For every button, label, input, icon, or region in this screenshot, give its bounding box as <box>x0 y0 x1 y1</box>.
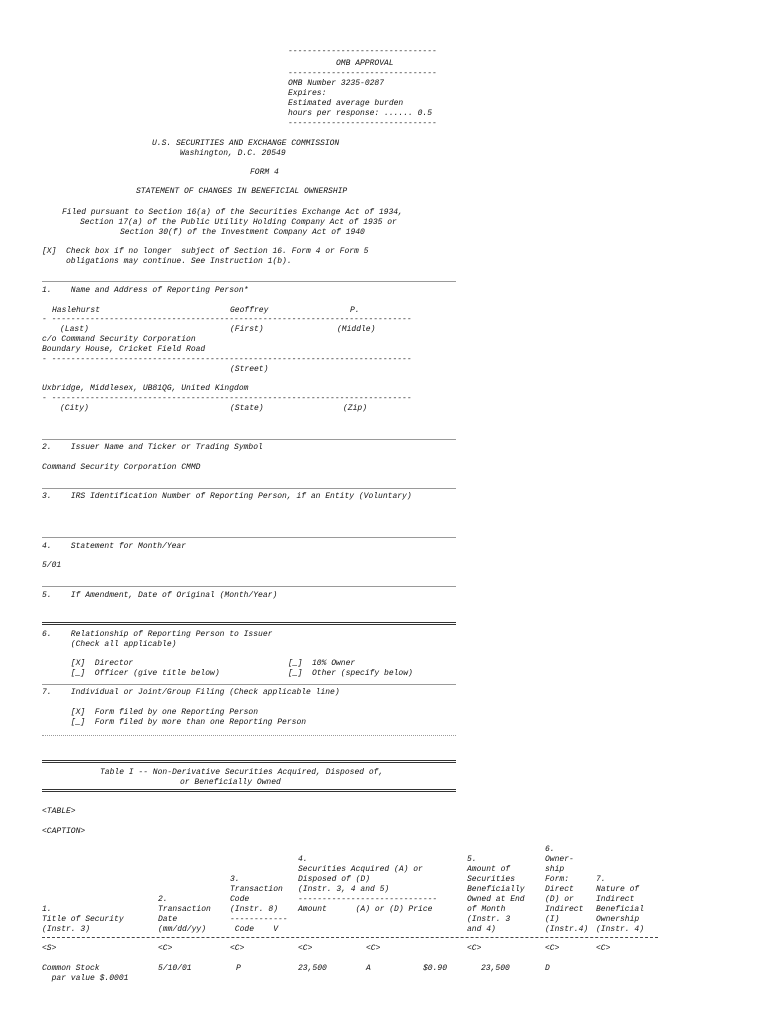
filed-pursuant-line-1: Filed pursuant to Section 16(a) of the Securities Exchange Act of 1934, <box>62 208 403 217</box>
section-5-heading: 5. If Amendment, Date of Original (Month/Year) <box>42 591 278 600</box>
table-tag: <TABLE> <box>42 807 76 816</box>
street-line-1: c/o Command Security Corporation <box>42 335 196 344</box>
last-name-value: Haslehurst <box>52 306 101 315</box>
first-label: (First) <box>230 325 264 334</box>
table-header-divider <box>42 937 658 938</box>
col-6-header: 6. Owner- ship Form: Direct (D) or Indirect (I) (Instr.4) <box>545 845 589 934</box>
street-line-2: Boundary House, Cricket Field Road <box>42 345 206 354</box>
omb-expires: Expires: <box>288 89 327 98</box>
row-price: $0.90 <box>423 964 448 973</box>
section-16-checkbox[interactable]: [X] Check box if no longer subject of Section 16. Form 4 or Form 5 <box>42 247 369 256</box>
col-3-header: 3. Transaction Code (Instr. 8) ------------ Code V <box>230 875 288 934</box>
divider <box>42 684 456 685</box>
divider <box>42 735 456 736</box>
double-divider <box>42 789 456 792</box>
double-divider <box>42 760 456 763</box>
caption-tag: <CAPTION> <box>42 827 86 836</box>
divider <box>42 488 456 489</box>
issuer-name-value: Command Security Corporation CMMD <box>42 463 201 472</box>
row-transaction-date: 5/10/01 <box>158 964 192 973</box>
officer-checkbox[interactable]: [_] Officer (give title below) <box>42 669 220 678</box>
row-ownership-form: D <box>545 964 550 973</box>
row-amount: 23,500 <box>298 964 327 973</box>
section-1-heading: 1. Name and Address of Reporting Person* <box>42 286 249 295</box>
middle-name-value: P. <box>350 306 360 315</box>
city-label: (City) <box>60 404 89 413</box>
tag-c: <C> <box>298 944 313 953</box>
name-dash-line: - --------------------------------------------------------------------------- <box>42 315 412 324</box>
section-6-heading: 6. Relationship of Reporting Person to Issuer <box>42 630 273 639</box>
row-security-par-value: par value $.0001 <box>42 974 129 983</box>
tag-s: <S> <box>42 944 57 953</box>
state-label: (State) <box>230 404 264 413</box>
section-3-heading: 3. IRS Identification Number of Reporting Person, if an Entity (Voluntary) <box>42 492 412 501</box>
other-checkbox[interactable]: [_] Other (specify below) <box>288 669 413 678</box>
multiple-persons-checkbox[interactable]: [_] Form filed by more than one Reporting Person <box>42 718 307 727</box>
filed-pursuant-line-3: Section 30(f) of the Investment Company Act of 1940 <box>120 228 365 237</box>
director-checkbox[interactable]: [X] Director <box>42 659 134 668</box>
tag-c: <C> <box>467 944 482 953</box>
form-number: FORM 4 <box>250 168 279 177</box>
tag-c: <C> <box>596 944 611 953</box>
first-name-value: Geoffrey <box>230 306 269 315</box>
omb-dashes-mid: ------------------------------- <box>288 69 437 78</box>
agency-name: U.S. SECURITIES AND EXCHANGE COMMISSION <box>152 139 340 148</box>
agency-city: Washington, D.C. 20549 <box>180 149 286 158</box>
filed-pursuant-line-2: Section 17(a) of the Public Utility Holding Company Act of 1935 or <box>80 218 397 227</box>
last-label: (Last) <box>60 325 89 334</box>
middle-label: (Middle) <box>337 325 376 334</box>
street-dash-line: - --------------------------------------------------------------------------- <box>42 355 412 364</box>
one-person-checkbox[interactable]: [X] Form filed by one Reporting Person <box>42 708 259 717</box>
section-7-heading: 7. Individual or Joint/Group Filing (Check applicable line) <box>42 688 340 697</box>
ten-percent-owner-checkbox[interactable]: [_] 10% Owner <box>288 659 356 668</box>
section-4-heading: 4. Statement for Month/Year <box>42 542 187 551</box>
statement-month-value: 5/01 <box>42 561 62 570</box>
double-divider <box>42 622 456 625</box>
col-4-header: 4. Securities Acquired (A) or Disposed of (D) (Instr. 3, 4 and 5) ----------------------------- Amount (A) or (D) Price <box>298 855 438 914</box>
col-5-header: 5. Amount of Securities Beneficially Owned at End of Month (Instr. 3 and 4) <box>467 855 525 934</box>
zip-label: (Zip) <box>343 404 368 413</box>
divider <box>42 439 456 440</box>
divider <box>42 537 456 538</box>
omb-hours: hours per response: ...... 0.5 <box>288 109 433 118</box>
table-1-title-line-1: Table I -- Non-Derivative Securities Acquired, Disposed of, <box>100 768 384 777</box>
table-1-title-line-2: or Beneficially Owned <box>180 778 281 787</box>
tag-c: <C> <box>545 944 560 953</box>
city-dash-line: - --------------------------------------------------------------------------- <box>42 394 412 403</box>
divider <box>42 586 456 587</box>
row-acquired-disposed: A <box>366 964 371 973</box>
omb-title: OMB APPROVAL <box>336 59 394 68</box>
section-6-subheading: (Check all applicable) <box>42 640 177 649</box>
omb-burden: Estimated average burden <box>288 99 404 108</box>
tag-c: <C> <box>230 944 245 953</box>
col-2-header: 2. Transaction Date (mm/dd/yy) <box>158 895 211 934</box>
section-16-checkbox-note: obligations may continue. See Instruction 1(b). <box>42 257 292 266</box>
street-label: (Street) <box>230 365 269 374</box>
city-line: Uxbridge, Middlesex, UB81QG, United Kingdom <box>42 384 249 393</box>
col-1-header: 1. Title of Security (Instr. 3) <box>42 905 124 934</box>
section-2-heading: 2. Issuer Name and Ticker or Trading Symbol <box>42 443 263 452</box>
omb-dashes-top: ------------------------------- <box>288 47 437 56</box>
col-7-header: 7. Nature of Indirect Beneficial Ownership (Instr. 4) <box>596 875 645 934</box>
omb-number: OMB Number 3235-0287 <box>288 79 385 88</box>
divider <box>42 281 456 282</box>
tag-c: <C> <box>366 944 381 953</box>
omb-dashes-bottom: ------------------------------- <box>288 119 437 128</box>
row-transaction-code: P <box>236 964 241 973</box>
tag-c: <C> <box>158 944 173 953</box>
row-security-title: Common Stock <box>42 964 100 973</box>
statement-title: STATEMENT OF CHANGES IN BENEFICIAL OWNERSHIP <box>136 187 348 196</box>
row-amount-owned: 23,500 <box>481 964 510 973</box>
